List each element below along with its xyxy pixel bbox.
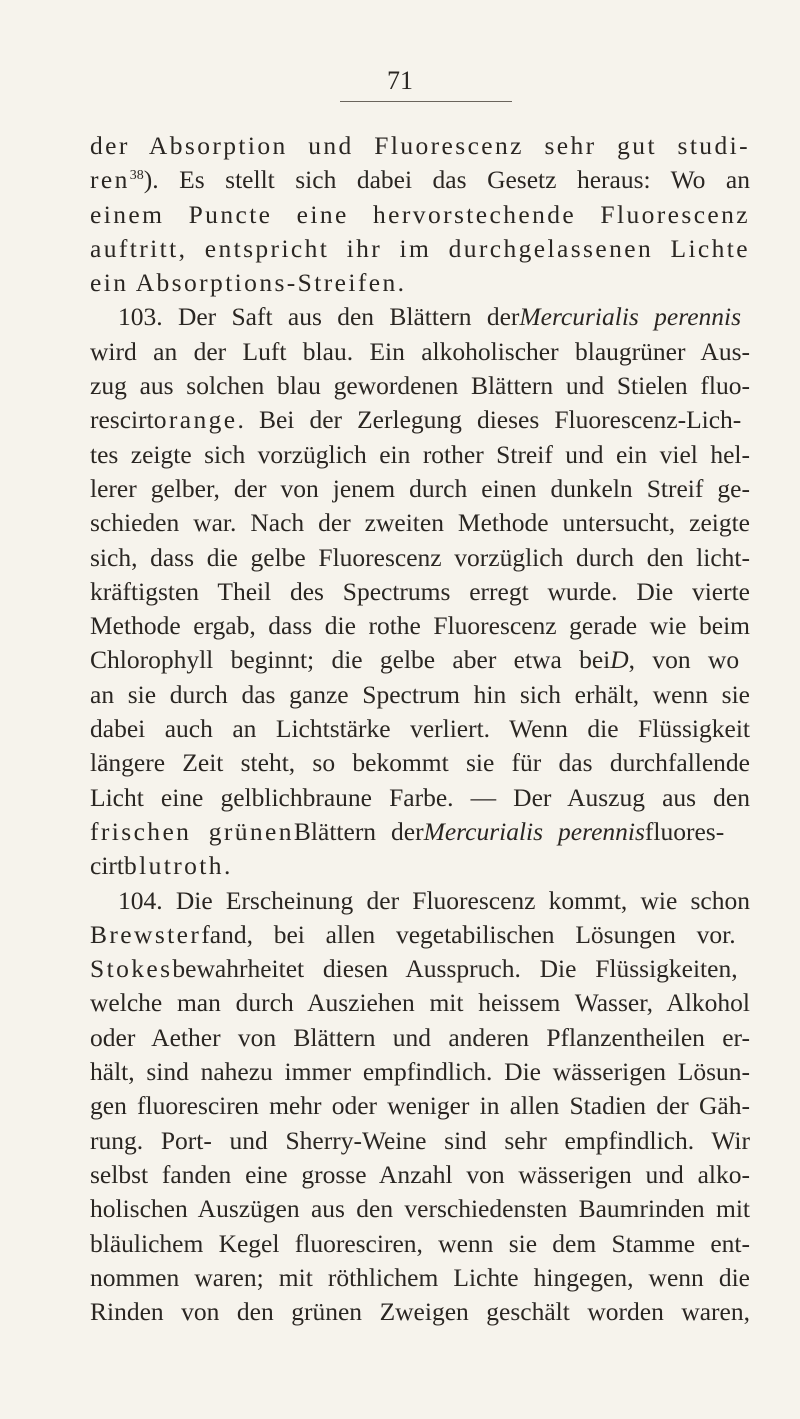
author-name: Stokes xyxy=(90,954,173,984)
text-line: kräftigsten Theil des Spectrums erregt wurde. Die vierte xyxy=(90,576,750,606)
spectral-line-label: D xyxy=(610,645,629,675)
text-line: nommen waren; mit röthlichem Lichte hingegen, wenn die xyxy=(90,1262,750,1292)
text-line: selbst fanden eine grosse Anzahl von wässerigen und alko- xyxy=(90,1159,750,1189)
text-line: sich, dass die gelbe Fluorescenz vorzüglich durch den licht- xyxy=(90,542,750,572)
text-line: hält, sind nahezu immer empfindlich. Die wässerigen Lösun- xyxy=(90,1057,750,1087)
page-number-rule xyxy=(340,101,512,102)
text-line: schieden war. Nach der zweiten Methode untersucht, zeigte xyxy=(90,508,750,538)
text-line: Rinden von den grünen Zweigen geschält worden waren, xyxy=(90,1297,750,1327)
text-line: ein Absorptions-Streifen. xyxy=(90,268,407,298)
text-line: cirtblutroth. xyxy=(90,851,231,881)
species-name: Mercurialis perennis xyxy=(519,302,742,332)
text-line: Brewsterfand, bei allen vegetabilischen Lösungen vor. xyxy=(90,918,750,952)
text-line: bläulichem Kegel fluoresciren, wenn sie dem Stamme ent- xyxy=(90,1228,750,1258)
text-line: zug aus solchen blau gewordenen Blättern und Stielen fluo- xyxy=(90,371,750,401)
text-line: Methode ergab, dass die rothe Fluorescenz gerade wie beim xyxy=(90,611,750,641)
text-line: tes zeigte sich vorzüglich ein rother Streif und ein viel hel- xyxy=(90,439,750,469)
text-line: längere Zeit steht, so bekommt sie für das durchfallende xyxy=(90,748,750,778)
page-number: 71 xyxy=(387,66,413,95)
text-line: wird an der Luft blau. Ein alkoholischer blaugrüner Aus- xyxy=(90,336,750,366)
text-line: Licht eine gelblichbraune Farbe. — Der Auszug aus den xyxy=(90,782,750,812)
body-text xyxy=(90,129,750,1329)
species-name: Mercurialis perennis xyxy=(423,816,645,846)
text-line: welche man durch Ausziehen mit heissem Wasser, Alkohol xyxy=(90,988,750,1018)
text-line: gen fluoresciren mehr oder weniger in allen Stadien der Gäh- xyxy=(90,1091,750,1121)
text-line: holischen Auszügen aus den verschiedensten Baumrinden mit xyxy=(90,1194,750,1224)
text-line: lerer gelber, der von jenem durch einen dunkeln Streif ge- xyxy=(90,473,750,503)
footnote-reference: 38 xyxy=(129,168,144,184)
text-line: auftritt, entspricht ihr im durchgelassenen Lichte xyxy=(90,233,750,263)
text-line: ren$^{38}$). Es stellt sich dabei das Gesetz heraus: Wo an xyxy=(90,165,750,195)
text-line: Chlorophyll beginnt; die gelbe aber etwa beiD, von wo xyxy=(90,643,750,677)
text-line: rung. Port- und Sherry-Weine sind sehr empfindlich. Wir xyxy=(90,1125,750,1155)
author-name: Brewster xyxy=(90,919,202,949)
text-line: dabei auch an Lichtstärke verliert. Wenn die Flüssigkeit xyxy=(90,714,750,744)
text-line: Stokesbewahrheitet diesen Ausspruch. Die Flüssigkeiten, xyxy=(90,952,750,986)
text-line: an sie durch das ganze Spectrum hin sich erhält, wenn sie xyxy=(90,679,750,709)
text-line: der Absorption und Fluorescenz sehr gut studi- xyxy=(90,131,750,160)
text-line: einem Puncte eine hervorstechende Fluorescenz xyxy=(90,199,750,229)
section-104-heading-line: 104. Die Erscheinung der Fluorescenz kommt, wie schon xyxy=(118,885,750,915)
text-line: frischen grünenBlättern derMercurialis perennisfluores- xyxy=(90,815,750,849)
text-line: oder Aether von Blättern und anderen Pflanzentheilen er- xyxy=(90,1022,750,1052)
section-103-heading-line: 103. Der Saft aus den Blättern derMercurialis perennis xyxy=(90,300,750,334)
text-line: rescirtorange. Bei der Zerlegung dieses Fluorescenz-Lich- xyxy=(90,405,742,435)
